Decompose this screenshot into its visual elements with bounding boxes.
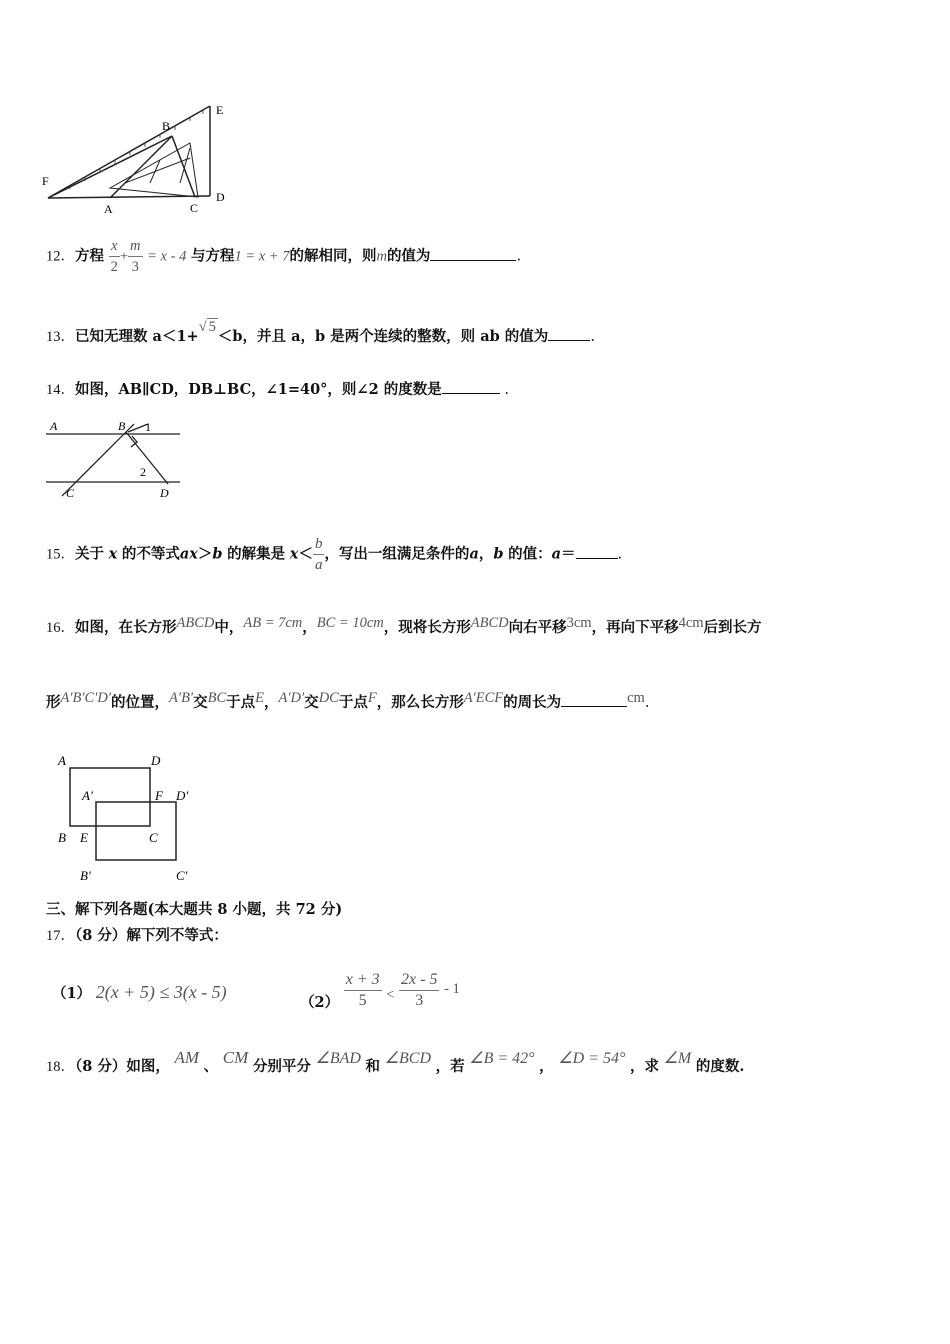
label-Dp: D' [176,788,189,803]
label-C: C [66,486,75,500]
question-15: 15．关于 x 的不等式ax＞b 的解集是 x＜ $\frac{b}{a}$ ，写出一组满足条件的a，b 的值：a＝ . [46,536,623,573]
label-B: B [118,419,126,433]
label-D: D [216,190,225,204]
fraction-x-over-2: $\frac{x}{2}$ [110,238,118,275]
fraction-x-plus-3-over-5: $\frac{x + 3}{5}$ [345,971,380,1009]
label-C: C [190,201,199,215]
question-17-part-2: （2） $\frac{x + 3}{5}$ < $\frac{2x - 5}{3}$ - 1 [300,971,460,1011]
label-Cp: C' [176,868,188,883]
sqrt-5: √ 5 [198,319,216,335]
answer-blank[interactable] [548,326,590,341]
answer-blank[interactable] [430,246,516,261]
section-3-title: 三、解下列各题(本大题共 8 小题，共 72 分) [46,901,343,918]
label-B: B [162,119,171,133]
label-A: A [104,202,113,216]
label-D: D [151,753,161,768]
fig11-line-FB [48,136,172,198]
label-F: F [42,174,49,188]
label-2: 2 [140,465,146,479]
label-C: C [149,830,158,845]
translated-rectangles-figure [52,748,202,888]
label-E: E [216,103,224,117]
label-Ap: A' [82,788,93,803]
question-14: 14．如图，AB∥CD，DB⊥BC，∠1=40°，则∠2 的度数是 . [46,381,509,398]
question-17: 17．（8 分）解下列不等式： [46,927,228,944]
label-B: B [58,830,66,845]
fraction-m-over-3: $\frac{m}{3}$ [130,238,141,275]
fig11-line-FD [48,196,210,198]
question-16-line-1: 16．如图，在长方形ABCD中，AB = 7cm，BC = 10cm，现将长方形ABCD向右平移3cm，再向下平移4cm后到长方 [46,615,762,636]
label-F: F [155,788,163,803]
triangle-ruler-figure [40,98,240,218]
answer-blank[interactable] [576,544,618,559]
answer-blank[interactable] [561,692,627,707]
fraction-2x-minus-5-over-3: $\frac{2x - 5}{3}$ [401,971,438,1009]
label-A: A [58,753,66,768]
question-16-line-2: 形A′B′C′D′的位置，A′B′交BC于点E，A′D′交DC于点F，那么长方形A′ECF的周长为 cm. [46,690,650,711]
rectangle-ApBpCpDp [96,802,176,860]
label-1: 1 [145,420,151,434]
label-E: E [80,830,88,845]
fig11-line-BC [172,136,195,197]
fig11-line-FE [48,106,210,198]
line-BD [126,432,168,484]
label-D: D [160,486,169,500]
label-Bp: B' [80,868,91,883]
question-13: 13．已知无理数 a＜1+√ 5＜b，并且 a，b 是两个连续的整数，则 ab 的值为 . [46,319,595,345]
question-17-part-1: （1） 2(x + 5) ≤ 3(x - 5) [52,982,227,1002]
question-18: 18．（8 分）如图， AM 、 CM 分别平分 ∠BAD 和 ∠BCD ，若 ∠B = 42° ， ∠D = 54° ，求 ∠M 的度数. [46,1048,745,1075]
answer-blank[interactable] [442,379,500,394]
fraction-b-over-a: $\frac{b}{a}$ [314,536,323,573]
parallel-lines-figure [40,412,190,502]
question-12: 12．方程 $\frac{x}{2}$ + $\frac{m}{3}$ = x - 4 与方程1 = x + 7的解相同，则m的值为 . [46,238,522,275]
label-A: A [50,419,58,433]
